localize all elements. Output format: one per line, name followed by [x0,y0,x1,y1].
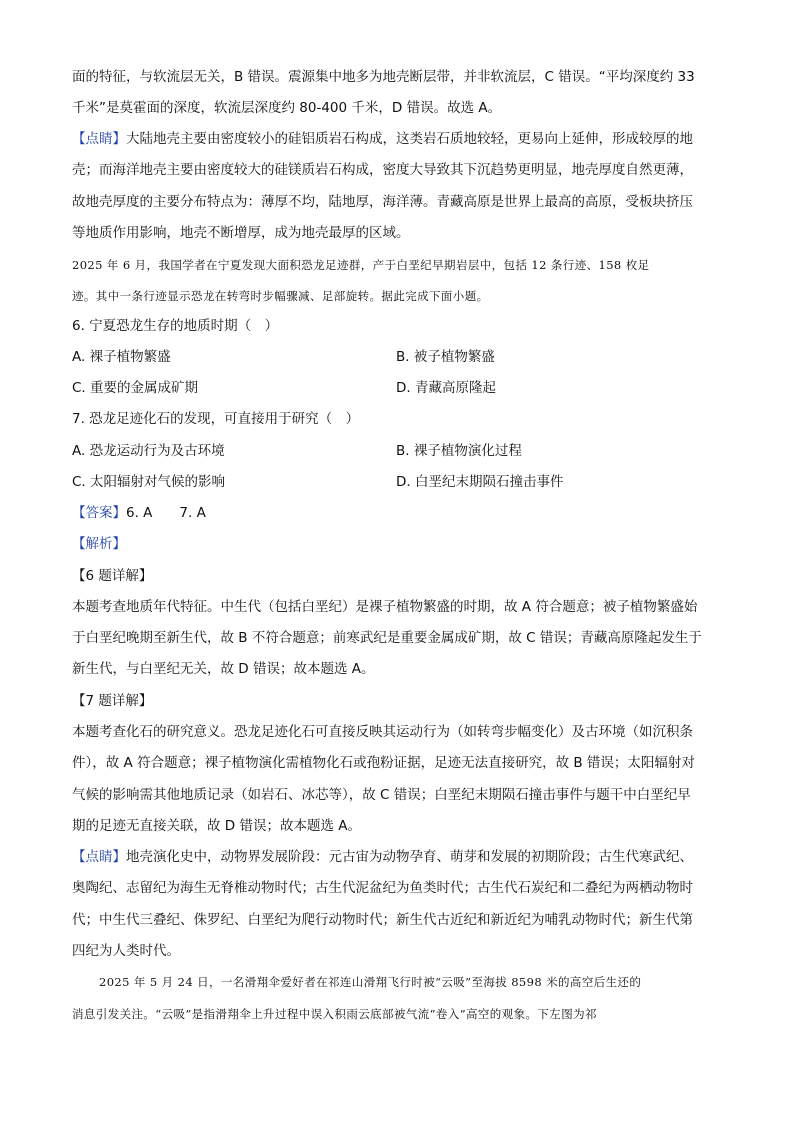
answer-line [72,498,724,530]
text-line: 件），故 A 符合题意；裸子植物演化需植物化石或孢粉证据，足迹无法直接研究，故 B 错误；太阳辐射对 [72,755,695,771]
detail7-label: 【7 题详解】 [72,693,153,709]
text-line: 大陆地壳主要由密度较小的硅铝质岩石构成，这类岩石质地较轻，更易向上延伸，形成较厚的地 [126,131,693,147]
question-7: 7. 恐龙足迹化石的发现，可直接用于研究（ ） [72,411,360,427]
text-line: 于白垩纪晚期至新生代，故 B 不符合题意；前寒武纪是重要金属成矿期，故 C 错误；青藏高原隆起发生于 [72,630,702,646]
question-6: 6. 宁夏恐龙生存的地质时期（ ） [72,318,279,334]
answer-values: 6. A 7. A [126,505,206,521]
material-line: 消息引发关注。“云吸”是指滑翔伞上升过程中误入积雨云底部被气流“卷入”高空的观象。下左图为祁 [72,1007,597,1021]
material-line: 2025 年 6 月，我国学者在宁夏发现大面积恐龙足迹群，产于白垩纪早期岩层中，包括 12 条行迹、158 枚足 [72,258,650,272]
option-6d: D. 青藏高原隆起 [396,380,496,396]
text-line: 四纪为人类时代。 [72,943,180,959]
text-line: 本题考查化石的研究意义。恐龙足迹化石可直接反映其运动行为（如转弯步幅变化）及古环境（如沉积条 [72,724,693,740]
option-7d: D. 白垩纪末期陨石撞击事件 [396,474,564,490]
dianjing-label: 【点睛】 [72,131,126,147]
text-line: 地壳演化史中，动物界发展阶段：元古宙为动物孕育、萌芽和发展的初期阶段；古生代寒武纪、 [126,849,693,865]
dianjing-label: 【点睛】 [72,849,126,865]
text-line: 代；中生代三叠纪、侏罗纪、白垩纪为爬行动物时代；新生代古近纪和新近纪为哺乳动物时代；新生代第 [72,912,693,928]
answer-label: 【答案】 [72,505,126,521]
material-line: 迹。其中一条行迹显示恐龙在转弯时步幅骤减、足部旋转。据此完成下面小题。 [72,289,489,303]
text-line: 等地质作用影响，地壳不断增厚，成为地壳最厚的区域。 [72,225,410,241]
text-line: 千米”是莫霍面的深度，软流层深度约 80-400 千米，D 错误。故选 A。 [72,100,502,116]
option-7a: A. 恐龙运动行为及古环境 [72,443,225,459]
option-7c: C. 太阳辐射对气候的影响 [72,474,226,490]
dianjing-paragraph-2 [72,842,724,874]
analysis-label: 【解析】 [72,536,126,552]
option-6b: B. 被子植物繁盛 [396,349,495,365]
text-line: 新生代，与白垩纪无关，故 D 错误；故本题选 A。 [72,661,375,677]
text-line: 奥陶纪、志留纪为海生无脊椎动物时代；古生代泥盆纪为鱼类时代；古生代石炭纪和二叠纪为两栖动物时 [72,880,693,896]
dianjing-paragraph [72,124,724,156]
material-line: 2025 年 5 月 24 日，一名滑翔伞爱好者在祁连山滑翔飞行时被“云吸”至海拔 8598 米的高空后生还的 [99,975,642,989]
text-line: 本题考查地质年代特征。中生代（包括白垩纪）是裸子植物繁盛的时期，故 A 符合题意；被子植物繁盛始 [72,599,698,615]
text-line: 故地壳厚度的主要分布特点为：薄厚不均，陆地厚，海洋薄。青藏高原是世界上最高的高原，受板块挤压 [72,194,693,210]
detail6-label: 【6 题详解】 [72,568,153,584]
option-7b: B. 裸子植物演化过程 [396,443,522,459]
text-line: 气候的影响需其他地质记录（如岩石、冰芯等），故 C 错误；白垩纪末期陨石撞击事件与题干中白垩纪早 [72,787,691,803]
option-6c: C. 重要的金属成矿期 [72,380,199,396]
option-6a: A. 裸子植物繁盛 [72,349,171,365]
text-line: 期的足迹无直接关联，故 D 错误；故本题选 A。 [72,818,362,834]
text-line: 面的特征，与软流层无关，B 错误。震源集中地多为地壳断层带，并非软流层，C 错误。“平均深度约 33 [72,69,695,85]
text-line: 壳；而海洋地壳主要由密度较大的硅镁质岩石构成，密度大导致其下沉趋势更明显，地壳厚度自然更薄， [72,162,693,178]
